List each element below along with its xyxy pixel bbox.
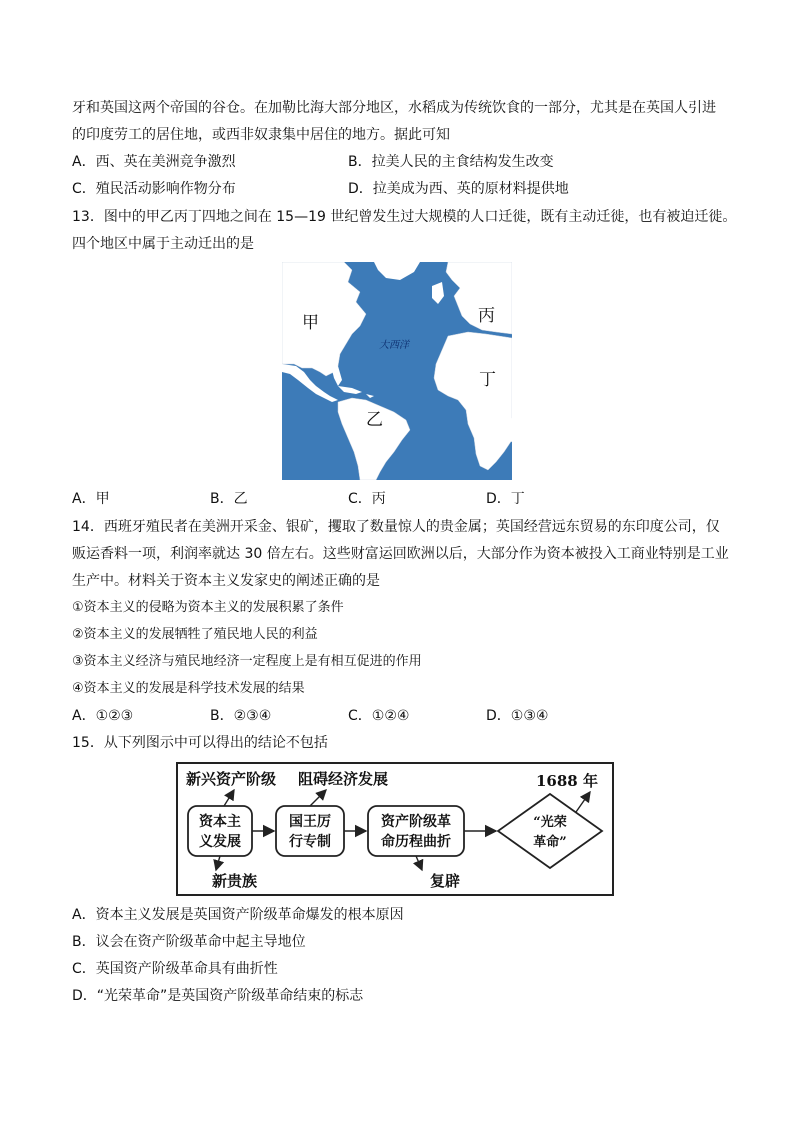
q14-option-d: D．①③④ <box>486 708 549 724</box>
bottom-label-new-nobility: 新贵族 <box>212 872 258 890</box>
q13-option-b: B．乙 <box>210 491 248 507</box>
top-label-bourgeoisie: 新兴资产阶级 <box>186 770 277 788</box>
diamond-glorious-revolution <box>498 794 602 868</box>
q13-option-a: A．甲 <box>72 491 110 507</box>
box-capitalism-line2: 义发展 <box>199 834 241 850</box>
top-label-hinder: 阻碍经济发展 <box>298 770 389 788</box>
box-autocracy-line2: 行专制 <box>289 834 331 850</box>
q15-text: 15．从下列图示中可以得出的结论不包括 <box>72 735 328 751</box>
q14-text-line3: 生产中。材料关于资本主义发家史的阐述正确的是 <box>72 573 380 589</box>
q12-option-a: A．西、英在美洲竞争激烈 <box>72 154 236 170</box>
region-label-bing: 丙 <box>478 306 495 326</box>
q15-option-d: D．“光荣革命”是英国资产阶级革命结束的标志 <box>72 988 364 1004</box>
q14-option-b: B．②③④ <box>210 708 272 724</box>
arrow-to-restoration <box>416 856 422 870</box>
box-capitalism-line1: 资本主 <box>199 814 241 830</box>
q15-option-c: C．英国资产阶级革命具有曲折性 <box>72 961 278 977</box>
arrow-to-year <box>576 792 590 812</box>
arrow-to-new-nobility <box>216 856 220 870</box>
diamond-line1: “光荣 <box>533 815 567 830</box>
q14-option-a: A．①②③ <box>72 708 134 724</box>
region-label-ding: 丁 <box>479 370 496 390</box>
box-revolution-line1: 资产阶级革 <box>381 814 451 830</box>
region-label-jia: 甲 <box>302 313 319 333</box>
box-autocracy-line1: 国王厉 <box>289 814 331 830</box>
q15-option-b: B．议会在资产阶级革命中起主导地位 <box>72 934 306 950</box>
ocean-label: 大西洋 <box>379 340 409 351</box>
arrow-to-hinder <box>310 790 326 806</box>
q12-option-d: D．拉美成为西、英的原材料提供地 <box>348 181 569 197</box>
q12-text-line1: 牙和英国这两个帝国的谷仓。在加勒比海大部分地区，水稻成为传统饮食的一部分，尤其是在英国人引进 <box>72 100 716 116</box>
q12-text-line2: 的印度劳工的居住地，或西非奴隶集中居住的地方。据此可知 <box>72 127 450 143</box>
q14-statement-4: ④资本主义的发展是科学技术发展的结果 <box>72 681 305 696</box>
q14-statement-2: ②资本主义的发展牺牲了殖民地人民的利益 <box>72 627 318 642</box>
q12-option-c: C．殖民活动影响作物分布 <box>72 181 236 197</box>
region-label-yi: 乙 <box>366 410 383 430</box>
q14-option-c: C．①②④ <box>348 708 410 724</box>
q14-statement-3: ③资本主义经济与殖民地经济一定程度上是有相互促进的作用 <box>72 654 422 669</box>
q14-text-line1: 14．西班牙殖民者在美洲开采金、银矿，攫取了数量惊人的贵金属；英国经营远东贸易的东印度公司，仅 <box>72 519 720 535</box>
q14-text-line2: 贩运香料一项，利润率就达 30 倍左右。这些财富运回欧洲以后，大部分作为资本被投入工商业特别是工业 <box>72 546 729 562</box>
q13-text-line2: 四个地区中属于主动迁出的是 <box>72 236 254 252</box>
atlantic-map <box>282 262 512 480</box>
q13-option-d: D．丁 <box>486 491 525 507</box>
q13-option-c: C．丙 <box>348 491 386 507</box>
q12-option-b: B．拉美人民的主食结构发生改变 <box>348 154 554 170</box>
diamond-line2: 革命” <box>533 835 567 850</box>
year-label: 1688 年 <box>536 772 598 790</box>
arrow-to-bourgeoisie <box>224 790 234 806</box>
flowchart-diagram <box>176 762 614 896</box>
q15-option-a: A．资本主义发展是英国资产阶级革命爆发的根本原因 <box>72 907 404 923</box>
box-revolution-line2: 命历程曲折 <box>381 834 451 850</box>
bottom-label-restoration: 复辟 <box>430 872 461 890</box>
q14-statement-1: ①资本主义的侵略为资本主义的发展积累了条件 <box>72 600 344 615</box>
q13-text-line1: 13．图中的甲乙丙丁四地之间在 15—19 世纪曾发生过大规模的人口迁徙，既有主动迁徙，也有被迫迁徙。 <box>72 209 737 225</box>
